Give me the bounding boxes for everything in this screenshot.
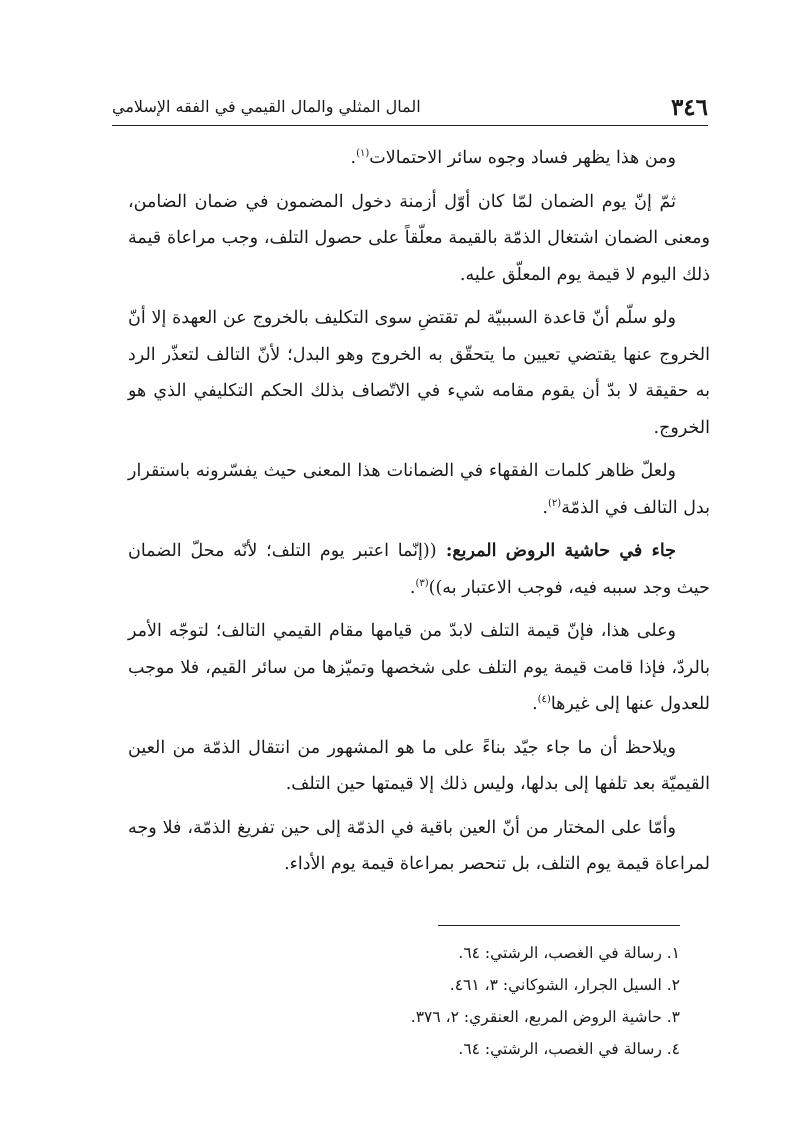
header-divider	[112, 125, 708, 126]
page-number: ٣٤٦	[670, 94, 708, 121]
page-header	[112, 92, 708, 124]
paragraph	[128, 300, 710, 446]
paragraph-tail: .	[409, 577, 416, 598]
paragraph-tail: .	[542, 497, 548, 518]
paragraph	[128, 810, 710, 883]
paragraph-text: وأمّا على المختار من أنّ العين باقية في الذمّة إلى حين تفريغ الذمّة، فلا وجه لمراعاة قيمة يوم التلف، بل تنحصر بمراعاة قيمة يوم الأداء.	[128, 817, 710, 874]
paragraph-text: ثمّ إنّ يوم الضمان لمّا كان أوّل أزمنة دخول المضمون في ضمان الضامن، ومعنى الضمان اشتغال الذمّة بالقيمة معلّقاً على حصول التلف، وجب مراعاة قيمة ذلك اليوم لا قيمة يوم المعلّق عليه.	[128, 191, 710, 285]
paragraph-text: ولو سلّم أنّ قاعدة السببيّة لم تقتضِ سوى التكليف بالخروج عن العهدة إلا أنّ الخروج عنها يقتضي تعيين ما يتحقّق به الخروج وهو البدل؛ لأنّ التالف لتعذّر الرد به حقيقة لا بدّ أن يقوم مقامه شيء في الاتّصاف بذلك الحكم التكليفي الذي هو الخروج.	[128, 308, 710, 438]
paragraph-text: ولعلّ ظاهر كلمات الفقهاء في الضمانات هذا المعنى حيث يفسّرونه باستقرار بدل التالف في الذمّة	[128, 461, 710, 518]
footnote-ref[interactable]: (٢)	[548, 497, 562, 509]
source-lead: جاء في حاشية الروض المربع:	[436, 541, 676, 561]
footnote-item: ٢. السيل الجرار، الشوكاني: ٣، ٤٦١.	[449, 976, 680, 994]
paragraph-text: ومن هذا يظهر فساد وجوه سائر الاحتمالات	[369, 148, 676, 168]
footnote-ref[interactable]: (٤)	[537, 694, 551, 706]
paragraph-text: وعلى هذا، فإنّ قيمة التلف لابدّ من قيامها مقام القيمي التالف؛ لتوجّه الأمر بالردّ، فإذا قامت قيمة يوم التلف على شخصها وتميّزها من سائر القيم، فلا موجب للعدول عنها إلى غيرها	[128, 621, 710, 714]
paragraph	[128, 184, 710, 294]
footnote-item: ١. رسالة في الغصب، الرشتي: ٦٤.	[458, 944, 680, 962]
paragraph	[128, 140, 710, 177]
quotation-text: ((إنّما اعتبر يوم التلف؛ لأنّه محلّ الضمان حيث وجد سببه فيه، فوجب الاعتبار به))	[128, 541, 710, 598]
footnote-item: ٣. حاشية الروض المربع، العنقري: ٢، ٣٧٦.	[410, 1008, 680, 1026]
footnote-item: ٤. رسالة في الغصب، الرشتي: ٦٤.	[458, 1040, 680, 1058]
paragraph-text: ويلاحظ أن ما جاء جيّد بناءً على ما هو المشهور من انتقال الذمّة من العين القيميّة بعد تلفها إلى بدلها، وليس ذلك إلا قيمتها حين التلف.	[128, 737, 710, 794]
paragraph-tail: .	[350, 148, 357, 168]
paragraph	[128, 730, 710, 803]
footnote-divider	[438, 925, 680, 926]
main-text	[128, 140, 710, 890]
paragraph	[128, 613, 710, 723]
footnote-ref[interactable]: (٣)	[415, 577, 429, 589]
footnote-ref[interactable]: (١)	[356, 148, 370, 160]
paragraph-tail: .	[532, 694, 538, 714]
footnotes	[300, 937, 680, 1065]
paragraph	[128, 533, 710, 606]
paragraph	[128, 453, 710, 526]
running-title: المال المثلي والمال القيمي في الفقه الإسلامي	[112, 97, 421, 116]
